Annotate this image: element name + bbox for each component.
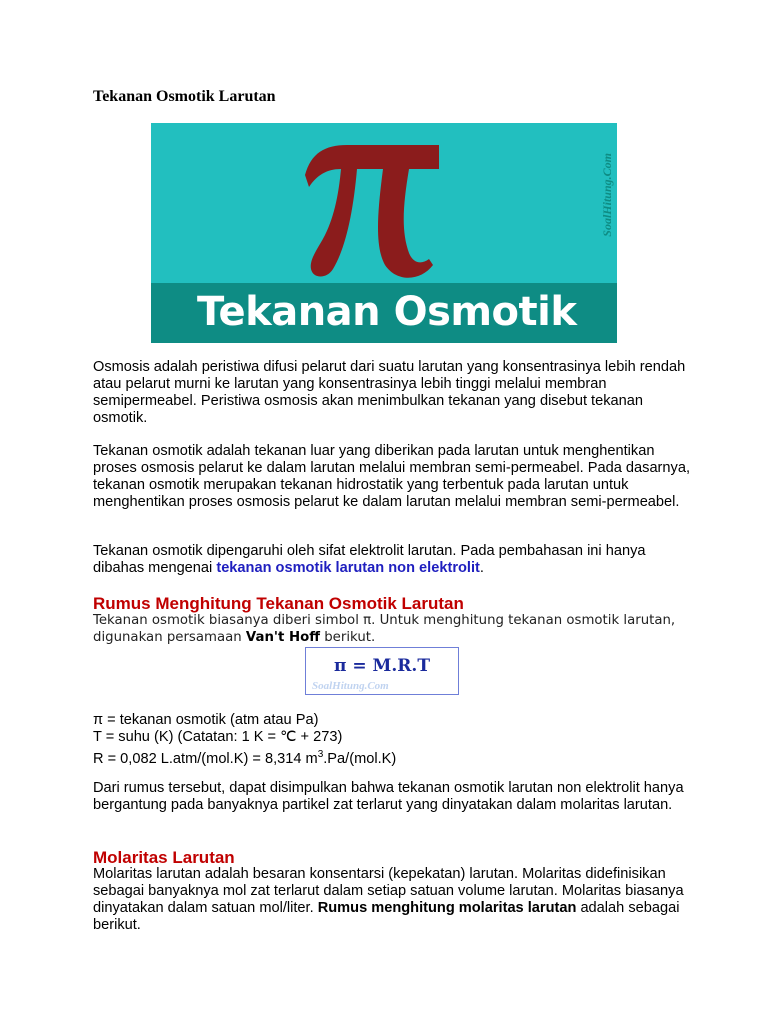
document-title: Tekanan Osmotik Larutan: [93, 88, 276, 105]
heading-formula: Rumus Menghitung Tekanan Osmotik Larutan: [93, 594, 464, 613]
paragraph-electrolyte-end: .: [479, 560, 484, 576]
banner-title: Tekanan Osmotik: [197, 289, 577, 335]
molarity-end: adalah sebagai berikut.: [93, 900, 680, 933]
pi-symbol-icon: [297, 135, 447, 285]
definition-r-end: .Pa/(mol.K): [323, 750, 397, 767]
definition-t: T = suhu (K) (Catatan: 1 K = ℃ + 273): [93, 729, 343, 745]
definition-pi: π = tekanan osmotik (atm atau Pa): [93, 712, 319, 728]
banner-image: [151, 123, 617, 343]
paragraph-osmotic-pressure: Tekanan osmotik adalah tekanan luar yang diberikan pada larutan untuk menghentikan proses osmosis pelarut ke dalam larutan melalui membran semi-permeabel. Pada dasarnya, tekanan osmotik merupakan tekanan hidrostatik yang terbentuk pada larutan untuk menghentikan proses osmosis pelarut ke dalam larutan melalui membran semi-permeabel.: [93, 443, 691, 510]
banner-watermark: SoalHitung.Com: [600, 153, 614, 237]
formula-watermark: SoalHitung.Com: [312, 680, 389, 692]
formula-box: [305, 647, 459, 695]
formula-intro-end: berikut.: [320, 630, 376, 645]
molarity-bold: Rumus menghitung molaritas larutan: [317, 900, 577, 916]
paragraph-formula-intro: [93, 612, 693, 646]
paragraph-electrolyte: [93, 543, 693, 577]
formula-expression: π = M.R.T: [334, 656, 430, 676]
formula-intro-text: Tekanan osmotik biasanya diberi simbol π. Untuk menghitung tekanan osmotik larutan, digunakan persamaan: [93, 613, 676, 645]
paragraph-electrolyte-text: Tekanan osmotik dipengaruhi oleh sifat elektrolit larutan. Pada pembahasan ini hanya dibahas mengenai: [93, 543, 646, 576]
paragraph-molarity: [93, 866, 693, 934]
non-electrolyte-link[interactable]: tekanan osmotik larutan non elektrolit: [216, 560, 480, 576]
paragraph-osmosis: Osmosis adalah peristiwa difusi pelarut dari suatu larutan yang konsentrasinya lebih rendah atau pelarut murni ke larutan yang konsentrasinya lebih tinggi melalui membran semipermeabel. Peristiwa osmosis akan menimbulkan tekanan yang disebut tekanan osmotik.: [93, 359, 686, 426]
vant-hoff-term: Van't Hoff: [245, 630, 321, 645]
molarity-text: Molaritas larutan adalah besaran konsentarsi (kepekatan) larutan. Molaritas didefinisikan sebagai banyaknya mol zat terlarut dalam setiap satuan volume larutan. Molaritas biasanya dinyatakan dalam satuan mol/liter.: [93, 866, 684, 916]
definition-r-start: R = 0,082 L.atm/(mol.K) = 8,314 m: [93, 750, 318, 767]
formula-definitions: [93, 712, 693, 768]
definition-r: [93, 746, 693, 768]
paragraph-conclusion: Dari rumus tersebut, dapat disimpulkan bahwa tekanan osmotik larutan non elektrolit hanya bergantung pada banyaknya partikel zat terlarut yang dinyatakan dalam molaritas larutan.: [93, 780, 684, 813]
heading-molarity: Molaritas Larutan: [93, 848, 235, 867]
definition-r-superscript: 3: [317, 749, 324, 760]
banner-title-bar: [151, 283, 617, 343]
